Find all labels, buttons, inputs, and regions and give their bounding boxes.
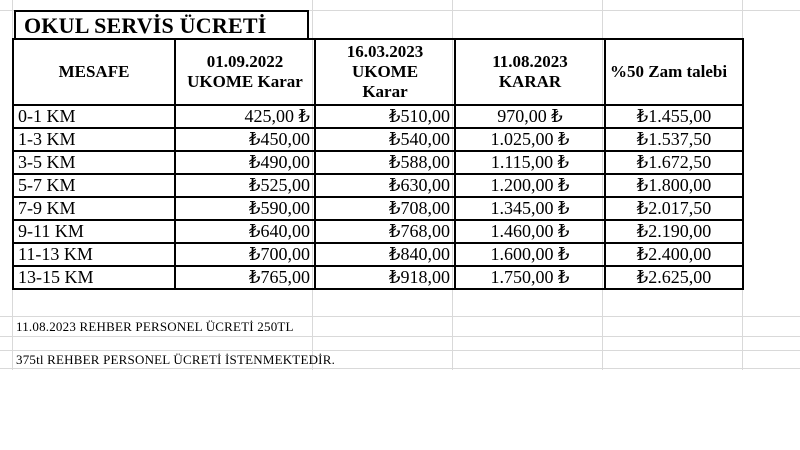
table-row: [13, 105, 743, 128]
cell-zam[interactable]: ₺2.190,00: [605, 220, 743, 243]
header-col-2023-august-date: 11.08.2023: [492, 52, 568, 71]
cell-2022[interactable]: ₺525,00: [175, 174, 315, 197]
cell-2022[interactable]: 425,00 ₺: [175, 105, 315, 128]
header-col-2023-march-label: UKOME: [351, 62, 419, 81]
sheet-title[interactable]: OKUL SERVİS ÜCRETİ: [14, 10, 309, 38]
gridline: [0, 350, 800, 351]
cell-2022[interactable]: ₺490,00: [175, 151, 315, 174]
header-col-2023-august[interactable]: [455, 39, 605, 105]
cell-2023-march[interactable]: ₺630,00: [315, 174, 455, 197]
table-row: [13, 174, 743, 197]
table-row: [13, 151, 743, 174]
cell-2023-august[interactable]: 1.200,00 ₺: [455, 174, 605, 197]
cell-2023-march[interactable]: ₺510,00: [315, 105, 455, 128]
cell-2023-march[interactable]: ₺768,00: [315, 220, 455, 243]
cell-2023-august[interactable]: 970,00 ₺: [455, 105, 605, 128]
cell-zam[interactable]: ₺1.537,50: [605, 128, 743, 151]
cell-2023-march[interactable]: ₺918,00: [315, 266, 455, 289]
cell-zam[interactable]: ₺1.800,00: [605, 174, 743, 197]
header-col-2022-date: 01.09.2022: [206, 52, 284, 71]
header-col-2023-march[interactable]: [315, 39, 455, 105]
fee-table: [12, 38, 744, 290]
cell-zam[interactable]: ₺2.400,00: [605, 243, 743, 266]
gridline: [0, 316, 800, 317]
header-mesafe[interactable]: [13, 39, 175, 105]
note-rehber-request[interactable]: 375tl REHBER PERSONEL ÜCRETİ İSTENMEKTEDİR.: [16, 352, 336, 367]
note-rehber-current[interactable]: 11.08.2023 REHBER PERSONEL ÜCRETİ 250TL: [16, 319, 294, 334]
gridline: [0, 336, 800, 337]
cell-mesafe[interactable]: 3-5 KM: [13, 151, 175, 174]
cell-zam[interactable]: ₺2.625,00: [605, 266, 743, 289]
table-row: [13, 220, 743, 243]
header-col-2022-label: UKOME Karar: [187, 72, 303, 91]
header-col-2023-march-label2: Karar: [362, 82, 408, 101]
header-col-2022[interactable]: [175, 39, 315, 105]
header-zam-label: %50 Zam talebi: [610, 62, 728, 81]
table-row: [13, 128, 743, 151]
cell-zam[interactable]: ₺2.017,50: [605, 197, 743, 220]
header-mesafe-label: MESAFE: [58, 62, 130, 81]
cell-mesafe[interactable]: 13-15 KM: [13, 266, 175, 289]
cell-2023-august[interactable]: 1.345,00 ₺: [455, 197, 605, 220]
cell-mesafe[interactable]: 0-1 KM: [13, 105, 175, 128]
cell-2023-august[interactable]: 1.600,00 ₺: [455, 243, 605, 266]
cell-mesafe[interactable]: 5-7 KM: [13, 174, 175, 197]
cell-2023-march[interactable]: ₺708,00: [315, 197, 455, 220]
header-zam-talebi[interactable]: [605, 39, 743, 105]
cell-zam[interactable]: ₺1.455,00: [605, 105, 743, 128]
gridline: [0, 368, 800, 369]
cell-mesafe[interactable]: 9-11 KM: [13, 220, 175, 243]
cell-2022[interactable]: ₺640,00: [175, 220, 315, 243]
cell-2022[interactable]: ₺765,00: [175, 266, 315, 289]
cell-2022[interactable]: ₺700,00: [175, 243, 315, 266]
table-row: [13, 243, 743, 266]
cell-2022[interactable]: ₺590,00: [175, 197, 315, 220]
cell-2023-august[interactable]: 1.750,00 ₺: [455, 266, 605, 289]
cell-mesafe[interactable]: 1-3 KM: [13, 128, 175, 151]
cell-zam[interactable]: ₺1.672,50: [605, 151, 743, 174]
table-row: [13, 266, 743, 289]
cell-2023-august[interactable]: 1.460,00 ₺: [455, 220, 605, 243]
cell-2023-march[interactable]: ₺588,00: [315, 151, 455, 174]
cell-2023-march[interactable]: ₺540,00: [315, 128, 455, 151]
cell-mesafe[interactable]: 7-9 KM: [13, 197, 175, 220]
table-row: [13, 197, 743, 220]
cell-2022[interactable]: ₺450,00: [175, 128, 315, 151]
cell-2023-august[interactable]: 1.115,00 ₺: [455, 151, 605, 174]
cell-2023-march[interactable]: ₺840,00: [315, 243, 455, 266]
header-col-2023-august-label: KARAR: [498, 72, 562, 91]
cell-2023-august[interactable]: 1.025,00 ₺: [455, 128, 605, 151]
cell-mesafe[interactable]: 11-13 KM: [13, 243, 175, 266]
header-col-2023-march-date: 16.03.2023: [346, 42, 424, 61]
header-row: [13, 39, 743, 105]
